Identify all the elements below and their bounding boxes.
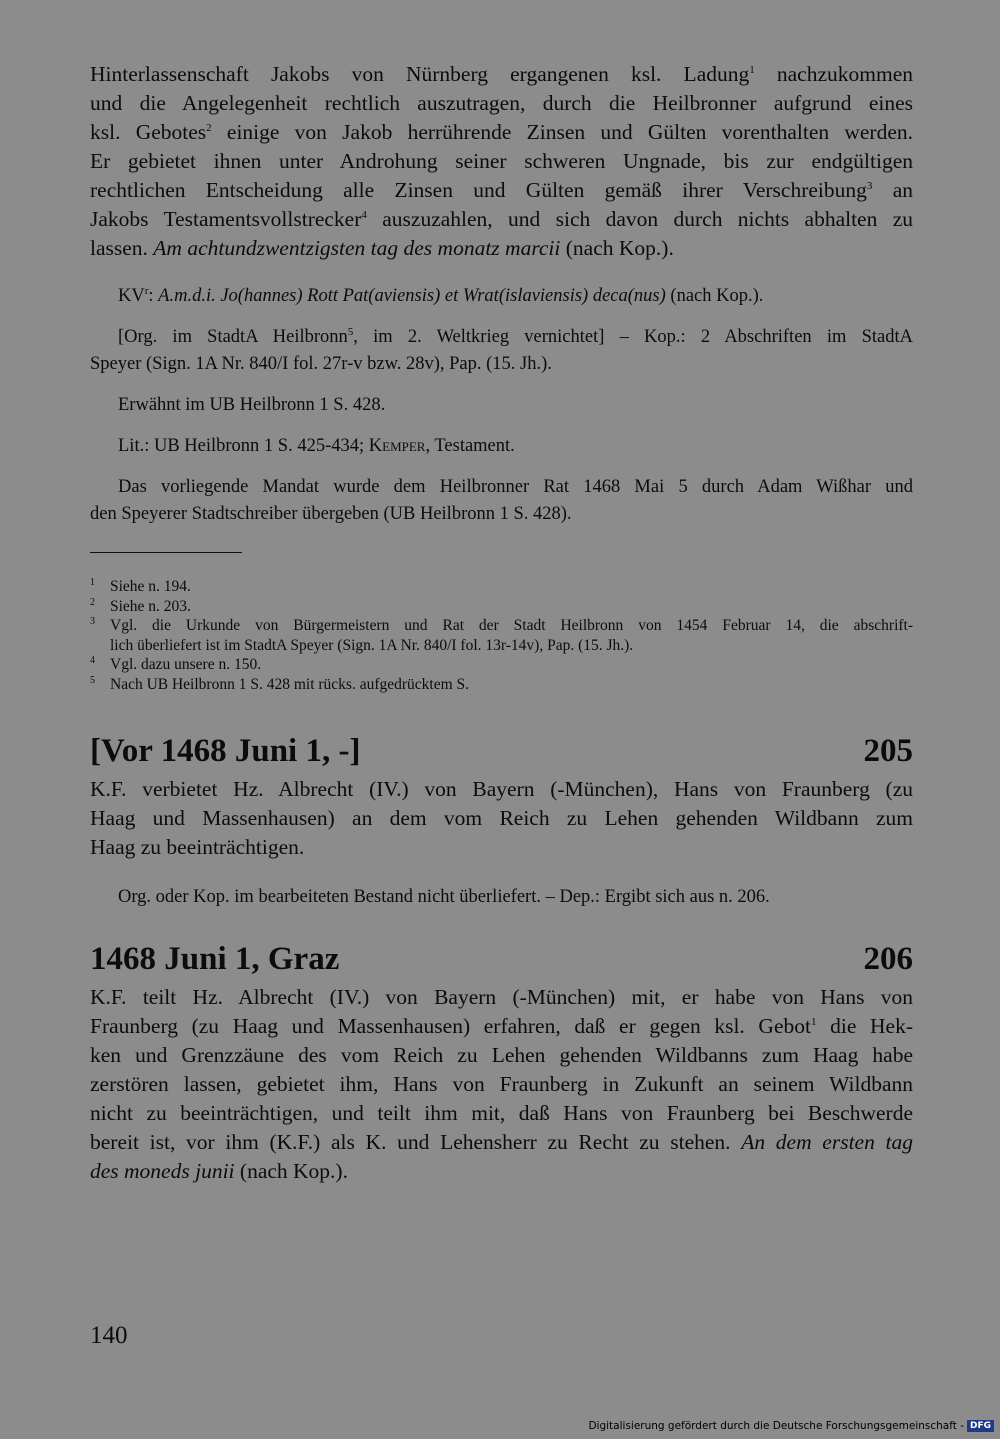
entry-summary: K.F. teilt Hz. Albrecht (IV.) von Bayern (-München) mit, er habe von Hans von Fraunberg (zu Haag und Massenhausen) erfahren, daß er gegen ksl. Gebot$^1$ die Hek- ken und Grenzzäune des vom Reich zu Lehen gehenden Wildbanns zum Haag habe zerstören lassen, gebietet ihm, Hans von Fraunberg in Zukunft an seinem Wildbann nicht zu beeinträchtigen, und teilt ihm mit, daß Hans von Fraunberg bei Beschwerde bereit ist, vor ihm (K.F.) als K. und Lehensherr zu Recht zu stehen. An dem ersten tag des moneds junii (nach Kop.). bbox=[90, 984, 914, 1183]
entry-heading bbox=[90, 939, 913, 979]
page-number: 140 bbox=[90, 1322, 128, 1349]
text-line: und die Angelegenheit rechtlich auszutragen, durch die Heilbronner aufgrund eines bbox=[90, 91, 913, 115]
text-line: Hinterlassenschaft Jakobs von Nürnberg ergangenen ksl. Ladung$^1$ nachzukommen bbox=[90, 62, 913, 86]
text-line: lassen. Am achtundzwentzigsten tag des monatz marcii (nach Kop.). bbox=[90, 236, 674, 260]
footnote: 3 Vgl. die Urkunde von Bürgermeistern und Rat der Stadt Heilbronn von 1454 Februar 14, die abschrift- lich überliefert ist im StadtA Speyer (Sign. 1A Nr. 840/I fol. 13r-14v), Pap. (15. Jh.). bbox=[90, 616, 913, 654]
footnote: 5 Nach UB Heilbronn 1 S. 428 mit rücks. aufgedrücktem S. bbox=[90, 674, 470, 693]
mandat-note: Das vorliegende Mandat wurde dem Heilbronner Rat 1468 Mai 5 durch Adam Wißhar und den Speyerer Stadtschreiber übergeben (UB Heilbronn 1 S. 428). bbox=[90, 477, 913, 524]
footnote-divider bbox=[90, 552, 242, 553]
footnote-ref: 1 bbox=[810, 1015, 817, 1028]
funding-footer bbox=[588, 1420, 994, 1432]
text-line: Er gebietet ihnen unter Androhung seiner schweren Ungnade, bis zur endgültigen bbox=[90, 149, 913, 173]
erwaehnt-note: Erwähnt im UB Heilbronn 1 S. 428. bbox=[118, 395, 386, 415]
footnote-ref: 4 bbox=[361, 208, 367, 221]
document-page bbox=[90, 60, 913, 1186]
entry-note: Org. oder Kop. im bearbeiteten Bestand nicht überliefert. – Dep.: Ergibt sich aus n. 206. bbox=[118, 886, 770, 907]
entry-number: 205 bbox=[863, 732, 913, 769]
entry-date: [Vor 1468 Juni 1, -] bbox=[90, 732, 361, 769]
entry-date: 1468 Juni 1, Graz bbox=[90, 940, 340, 977]
footnote-ref: 5 bbox=[347, 325, 354, 338]
intro-paragraph bbox=[90, 60, 913, 263]
footnote-ref: 3 bbox=[866, 179, 873, 192]
footnotes bbox=[90, 577, 913, 695]
entry-summary: K.F. verbietet Hz. Albrecht (IV.) von Bayern (-München), Hans von Fraunberg (zu Haag und Massenhausen) an dem vom Reich zu Lehen gehenden Wildbann zum Haag zu beeinträchtigen. bbox=[90, 776, 913, 859]
footnote-ref: 1 bbox=[749, 63, 755, 76]
footnote: 2 Siehe n. 203. bbox=[90, 596, 191, 615]
footnote-ref: 2 bbox=[206, 121, 212, 134]
literature-note: Lit.: UB Heilbronn 1 S. 425-434; Kemper, Testament. bbox=[118, 436, 515, 456]
footnote: 4 Vgl. dazu unsere n. 150. bbox=[90, 655, 262, 674]
text-line: Jakobs Testamentsvollstrecker$^4$ auszuzahlen, und sich davon durch nichts abhalten zu bbox=[90, 207, 913, 231]
org-note: [Org. im StadtA Heilbronn$^5$, im 2. Weltkrieg vernichtet] – Kop.: 2 Abschriften im StadtA Speyer (Sign. 1A Nr. 840/I fol. 27r-v bzw. 28v), Pap. (15. Jh.). bbox=[90, 325, 913, 374]
entry-heading bbox=[90, 731, 913, 771]
dfg-logo-icon: DFG bbox=[967, 1420, 994, 1432]
funding-text: Digitalisierung gefördert durch die Deutsche Forschungsgemeinschaft - bbox=[588, 1420, 964, 1432]
text-line: rechtlichen Entscheidung alle Zinsen und Gülten gemäß ihrer Verschreibung$^3$ an bbox=[90, 178, 913, 202]
kv-note: $KV^r$: A.m.d.i. Jo(hannes) Rott Pat(aviensis) et Wrat(islaviensis) deca(nus) (nach Kop.). bbox=[118, 284, 764, 306]
entry-number: 206 bbox=[863, 940, 913, 977]
text-line: ksl. Gebotes$^2$ einige von Jakob herrührende Zinsen und Gülten vorenthalten werden. bbox=[90, 120, 914, 144]
footnote: 1 Siehe n. 194. bbox=[90, 577, 191, 595]
